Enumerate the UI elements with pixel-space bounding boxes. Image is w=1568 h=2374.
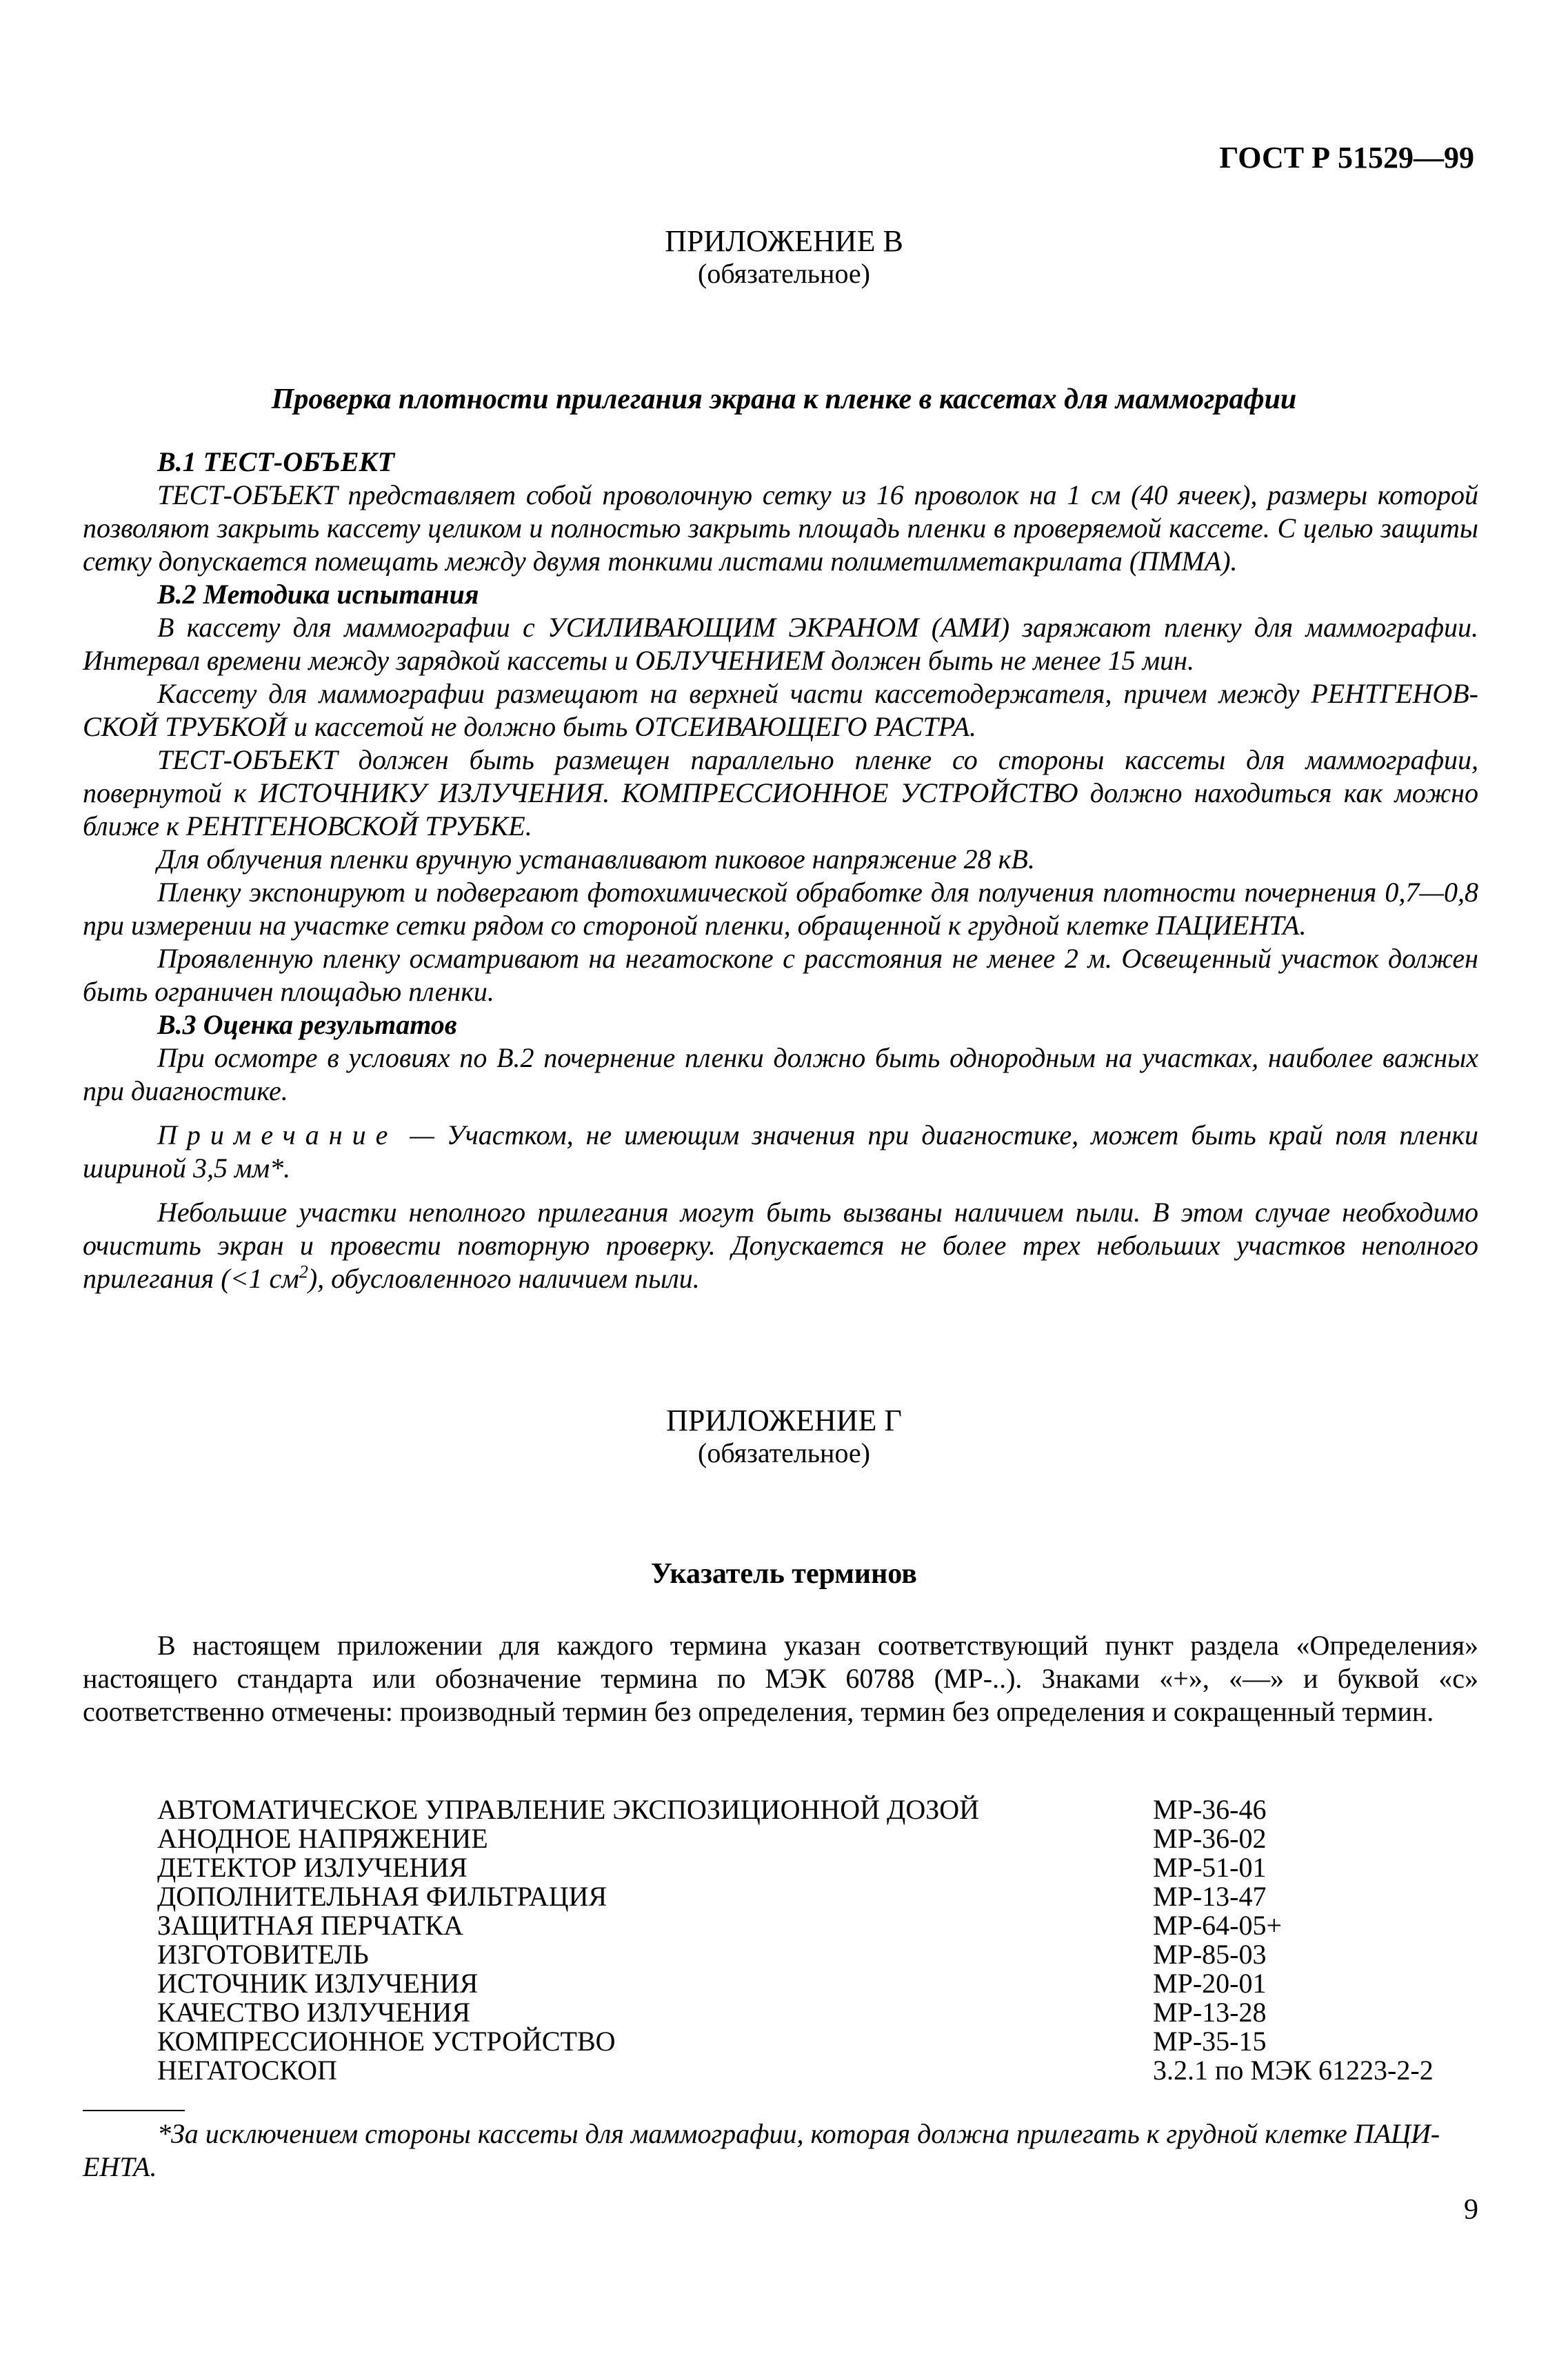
term-row (157, 1998, 1478, 2027)
term-row (157, 1940, 1478, 1969)
term-name: ДЕТЕКТОР ИЗЛУЧЕНИЯ (157, 1852, 468, 1883)
term-row (157, 1882, 1478, 1911)
term-name: ДОПОЛНИТЕЛЬНАЯ ФИЛЬТРАЦИЯ (157, 1881, 607, 1912)
term-row (157, 1911, 1478, 1940)
section-v3-title: В.3 Оценка результатов (157, 1009, 457, 1040)
note-paragraph (83, 1119, 1478, 1185)
term-row (157, 1795, 1478, 1824)
intro-paragraph: В настоящем приложении для каждого термина указан соответствующий пункт раздела «Определения» настоящего стандарта или обозначение термина по МЭК 60788 (МР-..). Знаками «+», «—» и буквой «с» соответственно отмечены: производный термин без определения, термин без определения и сокращенный термин. (83, 1630, 1478, 1727)
term-name: КАЧЕСТВО ИЗЛУЧЕНИЯ (157, 1997, 471, 2028)
term-reference: МР-36-46 (1153, 1794, 1267, 1825)
note-text: — Участком, не имеющим значения при диагностике, может быть край поля пленки шириной 3,5 мм*. (83, 1119, 1478, 1184)
term-reference: МР-51-01 (1153, 1852, 1267, 1883)
term-name: АВТОМАТИЧЕСКОЕ УПРАВЛЕНИЕ ЭКСПОЗИЦИОННОЙ ДОЗОЙ (157, 1794, 980, 1825)
term-row (157, 1824, 1478, 1853)
term-row (157, 1853, 1478, 1882)
footnote: *За исключением стороны кассеты для маммографии, которая должна прилегать к грудной клетке ПАЦИЕНТА. (83, 2118, 1440, 2182)
section-v2-paragraph-3: ТЕСТ-ОБЪЕКТ должен быть размещен параллельно пленке со стороны кассеты для маммографии, повернутой к ИСТОЧНИКУ ИЗЛУЧЕНИЯ. КОМПРЕССИОННОЕ УСТРОЙСТВО должно находиться как можно ближе к РЕНТГЕНОВСКОЙ ТРУБКЕ. (83, 744, 1478, 841)
section-v3-paragraph: При осмотре в условиях по В.2 почернение пленки должно быть однородным на участках, наиболее важных при диагностике. (83, 1042, 1478, 1106)
appendix-v-body (83, 446, 1478, 1295)
standard-code: ГОСТ Р 51529—99 (1219, 141, 1474, 174)
section-v2-paragraph-6: Проявленную пленку осматривают на негатоскопе с расстояния не менее 2 м. Освещенный участок должен быть ограничен площадью пленки. (83, 943, 1478, 1007)
term-reference: МР-13-28 (1153, 1997, 1267, 2028)
section-v1-title: В.1 ТЕСТ-ОБЪЕКТ (157, 446, 395, 477)
term-row (157, 2027, 1478, 2056)
term-reference: 3.2.1 по МЭК 61223-2-2 (1153, 2055, 1434, 2086)
appendix-v-title: ПРИЛОЖЕНИЕ В (665, 224, 903, 258)
section-v2-paragraph-2: Кассету для маммографии размещают на верхней части кассетодержателя, причем между РЕНТГЕНОВСКОЙ ТРУБКОЙ и кассетой не должно быть ОТСЕИВАЮЩЕГО РАСТРА. (83, 678, 1478, 742)
term-name: ИЗГОТОВИТЕЛЬ (157, 1939, 369, 1970)
final-text-1: Небольшие участки неполного прилегания могут быть вызваны наличием пыли. В этом случае необходимо очистить экран и провести повторную проверку. Допускается не более трех небольших участков неполного прилегания ( (83, 1197, 1478, 1294)
final-text-sup: 2 (299, 1261, 308, 1282)
term-name: АНОДНОЕ НАПРЯЖЕНИЕ (157, 1823, 488, 1854)
page-number: 9 (1464, 2194, 1478, 2226)
final-text-area: <1 см (230, 1263, 299, 1294)
term-name: ЗАЩИТНАЯ ПЕРЧАТКА (157, 1910, 463, 1941)
section-v2-paragraph-5: Пленку экспонируют и подвергают фотохимической обработке для получения плотности почернения 0,7—0,8 при измерении на участке сетки рядом со стороной пленки, обращенной к грудной клетке ПАЦИЕНТА. (83, 877, 1478, 941)
term-row (157, 2056, 1478, 2085)
appendix-v-heading: Проверка плотности прилегания экрана к пленке в кассетах для маммографии (271, 383, 1297, 415)
final-paragraph (83, 1196, 1478, 1295)
appendix-v-status: (обязательное) (698, 258, 870, 289)
appendix-g-title: ПРИЛОЖЕНИЕ Г (666, 1404, 902, 1437)
section-v2-paragraph-1: В кассету для маммографии с УСИЛИВАЮЩИМ ЭКРАНОМ (АМИ) заряжают пленку для маммографии. Интервал времени между зарядкой кассеты и ОБЛУЧЕНИЕМ должен быть не менее 15 мин. (83, 612, 1478, 676)
term-name: КОМПРЕССИОННОЕ УСТРОЙСТВО (157, 2026, 616, 2057)
term-name: НЕГАТОСКОП (157, 2055, 337, 2086)
term-reference: МР-36-02 (1153, 1823, 1267, 1854)
term-reference: МР-35-15 (1153, 2026, 1267, 2057)
section-v2-paragraph-4: Для облучения пленки вручную устанавливают пиковое напряжение 28 кВ. (157, 844, 1035, 875)
appendix-g-intro (83, 1629, 1478, 1728)
final-text-end: ), обусловленного наличием пыли. (308, 1263, 700, 1294)
term-row (157, 1969, 1478, 1998)
term-name: ИСТОЧНИК ИЗЛУЧЕНИЯ (157, 1968, 479, 1999)
term-reference: МР-20-01 (1153, 1968, 1267, 1999)
terms-index (157, 1795, 1478, 2085)
section-v1-paragraph: ТЕСТ-ОБЪЕКТ представляет собой проволочную сетку из 16 проволок на 1 см (40 ячеек), размеры которой позволяют закрыть кассету целиком и полностью закрыть площадь пленки в проверяемой кассете. С целью защиты сетку допускается помещать между двумя тонкими листами полиметилметакрилата (ПММА). (83, 479, 1478, 577)
appendix-g-heading: Указатель терминов (651, 1558, 917, 1590)
note-label: Примечание (157, 1119, 398, 1150)
section-v2-title: В.2 Методика испытания (157, 579, 479, 610)
appendix-g-status: (обязательное) (698, 1437, 870, 1468)
term-reference: МР-64-05+ (1153, 1910, 1283, 1941)
term-reference: МР-85-03 (1153, 1939, 1267, 1970)
term-reference: МР-13-47 (1153, 1881, 1267, 1912)
footnote-divider (83, 2110, 185, 2111)
